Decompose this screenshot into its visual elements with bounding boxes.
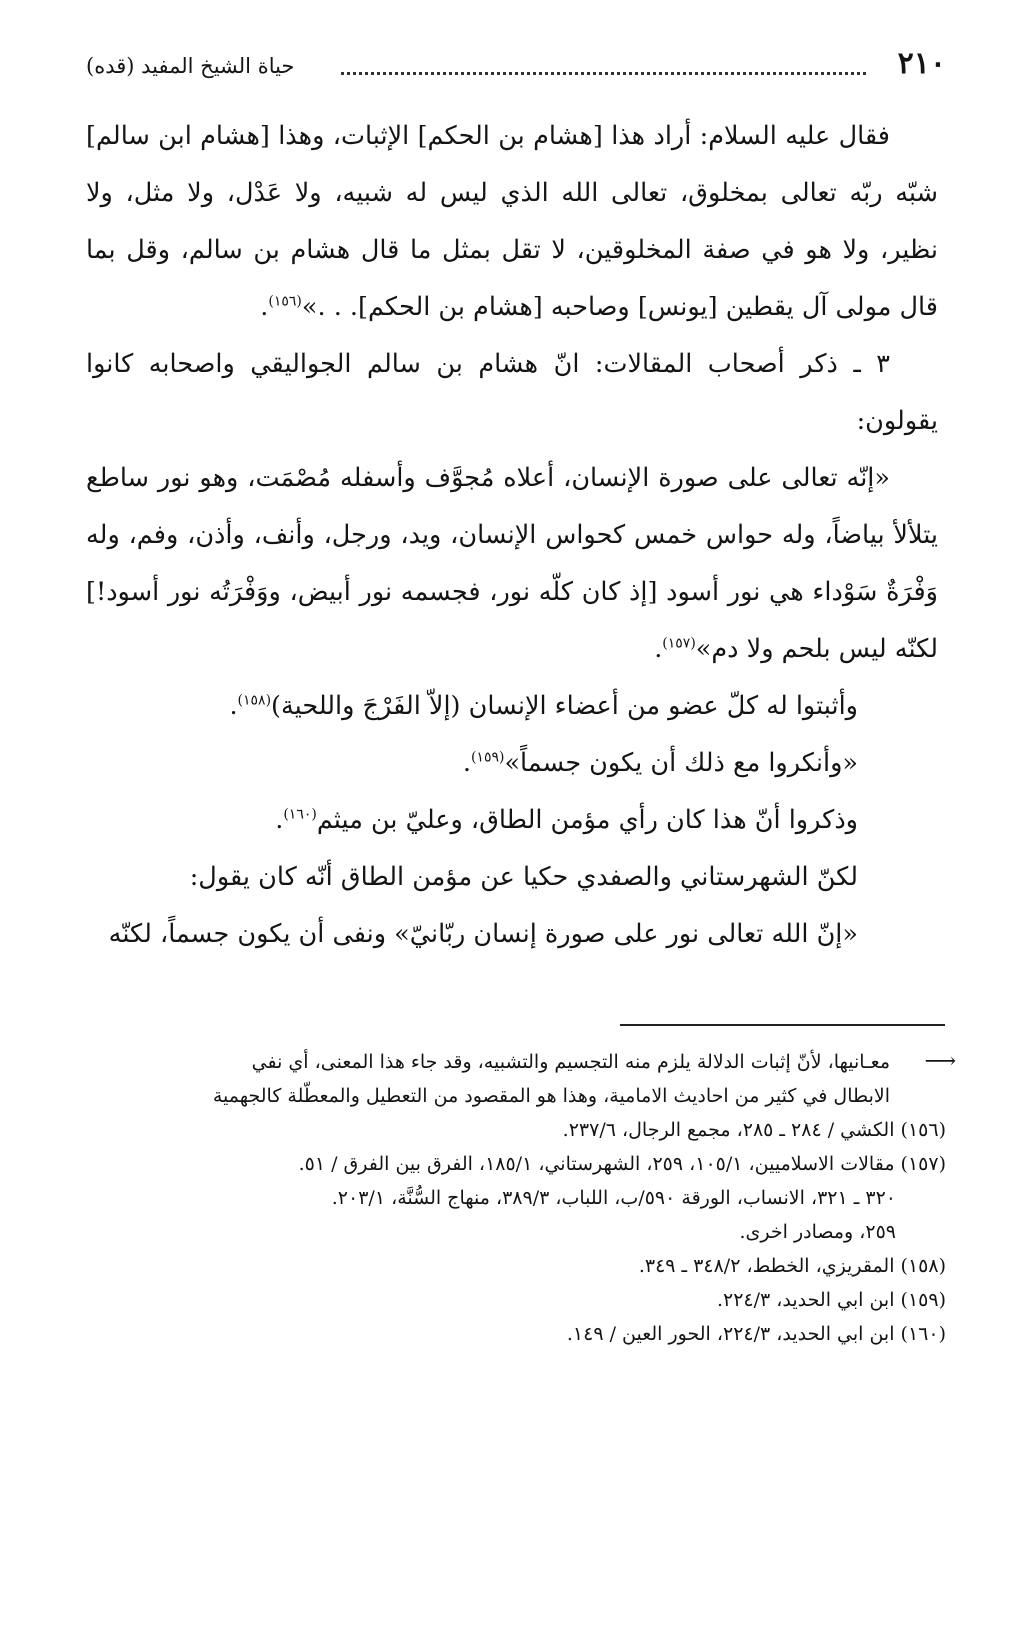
footnote-157: (١٥٧) مقالات الاسلاميين، ١٠٥/١، ٢٥٩، الشهرستاني، ١٨٥/١، الفرق بين الفرق / ٥١. (298, 1153, 946, 1175)
footnote-continuation: ⟶ معـانيها، لأنّ إثبات الدلالة يلزم منه التجسيم والتشبيه، وقد جاء هذا المعنى، أي نفي (86, 1045, 946, 1079)
paragraph: وذكروا أنّ هذا كان رأي مؤمن الطاق، وعليّ بن ميثم$^{(١٦٠)}$. (275, 805, 858, 835)
paragraph-text: فقال عليه السلام: أراد هذا [هشام بن الحكم] الإثبات، وهذا [هشام ابن سالم] شبّه ربّه تعالى بمخلوق، تعالى الله الذي ليس له شبيه، ولا عَدْل، ولا مثل، ولا نظير، ولا هو في صفة المخلوقين، لا تقل بمثل ما قال هشام بن سالم، وقل بما قال مولى آل يقطين [يونس] وصاحبه [هشام بن الحكم]. . .» (86, 121, 938, 322)
paragraph-text: وذكروا أنّ هذا كان رأي مؤمن الطاق، وعليّ بن ميثم (316, 805, 858, 835)
paragraph-text: «وأنكروا مع ذلك أن يكون جسماً» (504, 748, 858, 778)
paragraph (86, 906, 938, 963)
paragraph (86, 849, 938, 906)
page-number: ٢١٠ (897, 46, 946, 81)
footnote-157-line3: ٢٥٩، ومصادر اخرى. (739, 1221, 896, 1243)
continuation-arrow-icon: ⟶ (924, 1049, 956, 1074)
footnote-ref: (١٦٠) (283, 806, 317, 823)
footnote-continuation: الابطال في كثير من احاديث الامامية، وهذا هو المقصود من التعطيل والمعطّلة كالجهمية (212, 1085, 890, 1107)
dotted-leader (341, 72, 866, 75)
footnote-158: (١٥٨) المقريزي، الخطط، ٣٤٨/٢ ـ ٣٤٩. (638, 1255, 946, 1277)
footnote-160: (١٦٠) ابن ابي الحديد، ٢٢٤/٣، الحور العين / ١٤٩. (566, 1323, 946, 1345)
footnote-157-line2: ٣٢٠ ـ ٣٢١، الانساب، الورقة ٥٩٠/ب، اللباب، ٣٨٩/٣، منهاج السُّنَّة، ٢٠٣/١. (331, 1187, 896, 1209)
paragraph-text: «إنّه تعالى على صورة الإنسان، أعلاه مُجوَّف وأسفله مُصْمَت، وهو نور ساطع يتلألأ بياضاً، وله حواس خمس كحواس الإنسان، ويد، ورجل، وأنف، وأذن، وفم، وله وَفْرَةٌ سَوْداء هي نور أسود [إذ كان كلّه نور، فجسمه نور أبيض، ووَفْرَتُه نور أسود!] لكنّه ليس بلحم ولا دم» (86, 463, 938, 664)
footnotes (86, 1045, 956, 1351)
footnote-159: (١٥٩) ابن ابي الحديد، ٢٢٤/٣. (716, 1289, 946, 1311)
footnote-ref: (١٥٨) (237, 692, 272, 709)
footnote-separator (620, 1024, 945, 1026)
footnote-156: (١٥٦) الكشي / ٢٨٤ ـ ٢٨٥، مجمع الرجال، ٢٣٧/٦. (562, 1119, 946, 1141)
paragraph: «وأنكروا مع ذلك أن يكون جسماً»$^{(١٥٩)}$. (462, 748, 858, 778)
footnote-ref: (١٥٦) (268, 293, 302, 310)
paragraph-text: لكنّ الشهرستاني والصفدي حكيا عن مؤمن الطاق أنّه كان يقول: (189, 862, 858, 892)
paragraph: وأثبتوا له كلّ عضو من أعضاء الإنسان (إلاّ الفَرْجَ واللحية)$^{(١٥٨)}$. (229, 691, 858, 721)
paragraph: «إنّه تعالى على صورة الإنسان، أعلاه مُجوَّف وأسفله مُصْمَت، وهو نور ساطع يتلألأ بياضاً، وله حواس خمس كحواس الإنسان، ويد، ورجل، وأنف، وأذن، وفم، وله وَفْرَةٌ سَوْداء هي نور أسود [إذ كان كلّه نور، فجسمه نور أبيض، ووَفْرَتُه نور أسود!] لكنّه ليس بلحم ولا دم»$^{(١٥٧)}$. (86, 463, 938, 664)
paragraph: فقال عليه السلام: أراد هذا [هشام بن الحكم] الإثبات، وهذا [هشام ابن سالم] شبّه ربّه تعالى بمخلوق، تعالى الله الذي ليس له شبيه، ولا عَدْل، ولا مثل، ولا نظير، ولا هو في صفة المخلوقين، لا تقل بمثل ما قال هشام بن سالم، وقل بما قال مولى آل يقطين [يونس] وصاحبه [هشام بن الحكم]. . .»$^{(١٥٦)}$. (86, 121, 938, 322)
footnote-ref: (١٥٧) (662, 635, 696, 652)
paragraph (86, 336, 938, 450)
paragraph-text: ٣ ـ ذكر أصحاب المقالات: انّ هشام بن سالم الجواليقي واصحابه كانوا يقولون: (86, 349, 938, 436)
main-text (86, 108, 938, 963)
paragraph-text: وأثبتوا له كلّ عضو من أعضاء الإنسان (إلاّ الفَرْجَ واللحية) (271, 691, 858, 721)
page-header (86, 44, 946, 84)
footnote-ref: (١٥٩) (470, 749, 505, 766)
running-title: حياة الشيخ المفيد (قده) (86, 54, 295, 78)
paragraph-text: «إنّ الله تعالى نور على صورة إنسان ربّانيّ» ونفى أن يكون جسماً، لكنّه (108, 919, 858, 949)
